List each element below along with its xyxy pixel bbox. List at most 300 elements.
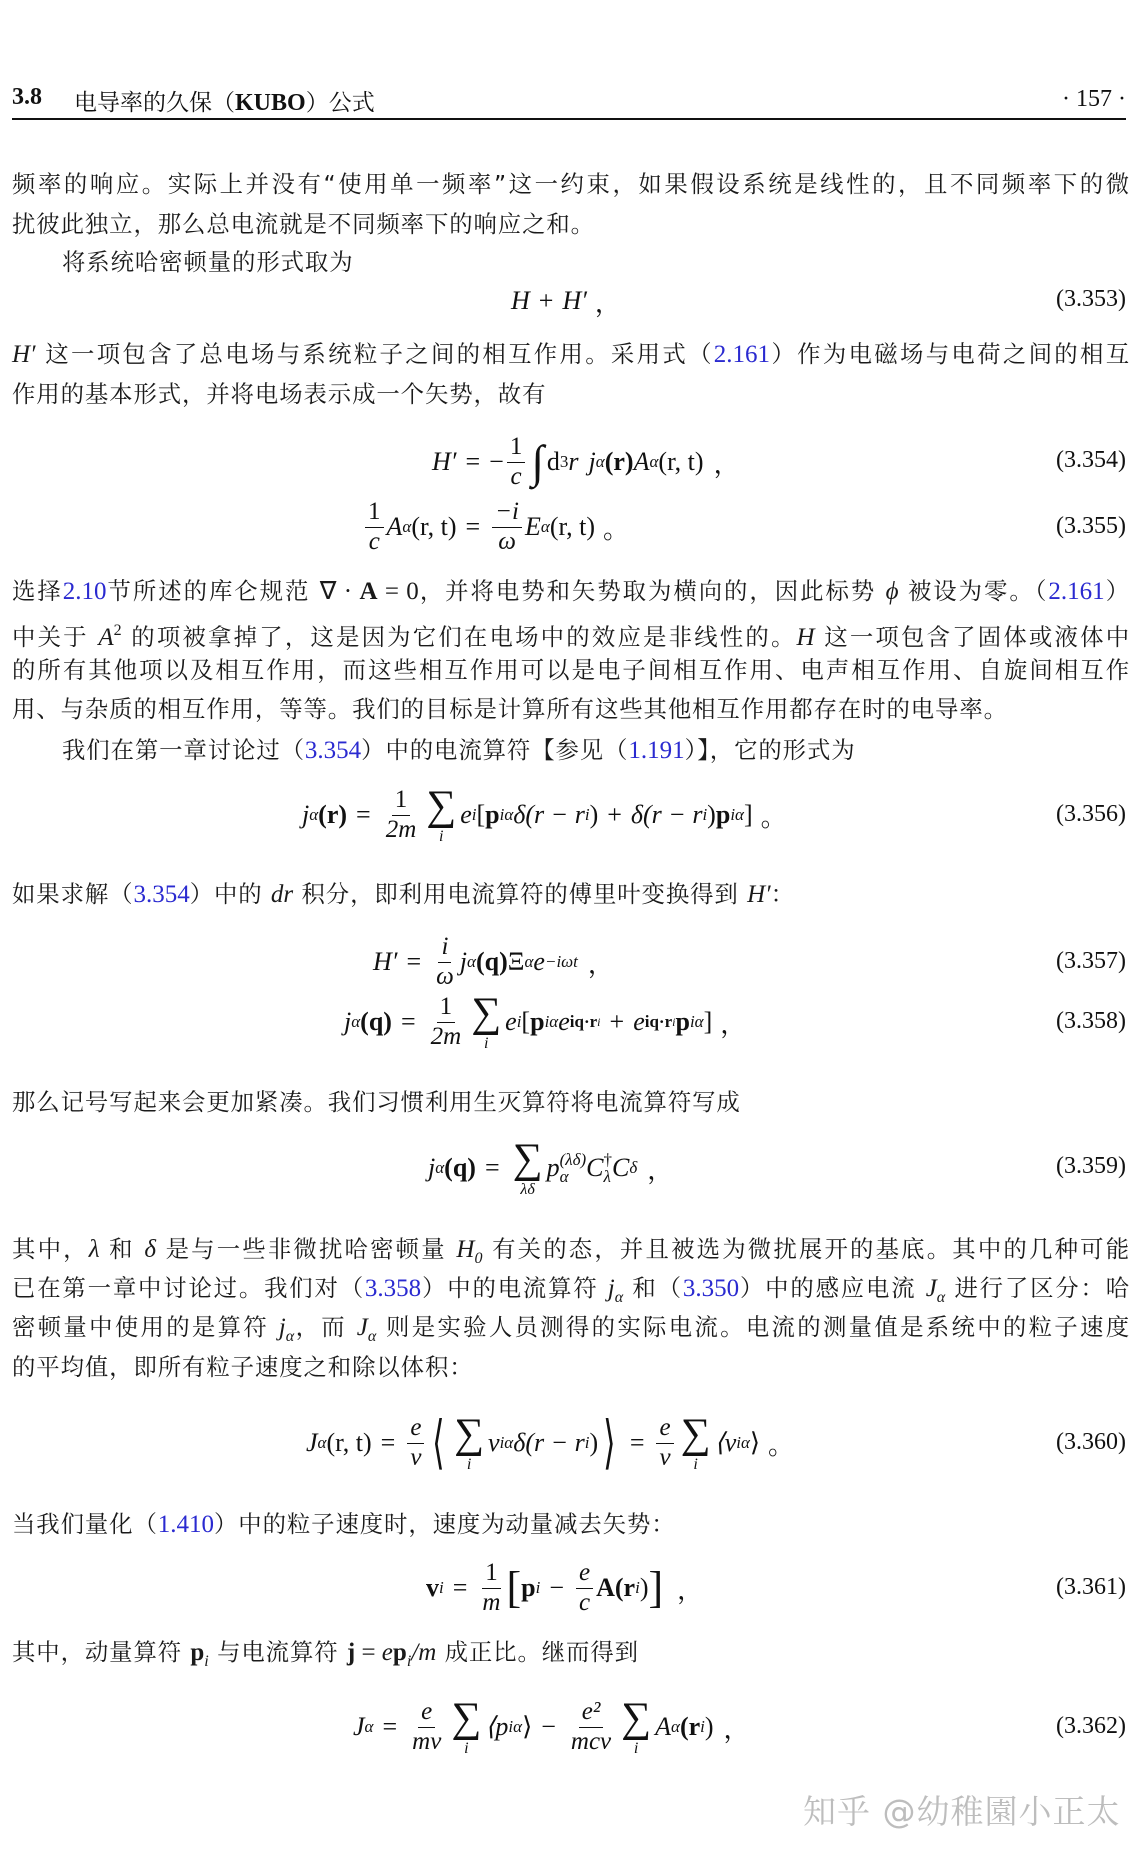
equation-reference-link[interactable]: 3.350 [682, 1275, 740, 1302]
eq-symbol: p [715, 800, 731, 829]
eq-sub: α [595, 452, 605, 471]
sigma-icon: ∑ [451, 1695, 482, 1741]
text-run: 这一项包含了固体或液体中 [814, 623, 1130, 651]
eq-sub: α [309, 805, 319, 824]
eq-bracket: [ [476, 800, 486, 829]
eq-arg: (r [614, 1573, 636, 1602]
numerator: 1 [392, 787, 411, 815]
text-run: ，而 [294, 1313, 357, 1341]
inline-math-bold: j [346, 1639, 356, 1666]
inline-math: e [381, 1639, 393, 1666]
sigma-icon: ∑ [621, 1695, 652, 1741]
text-line [12, 1637, 1130, 1677]
equation-3-361 [426, 1548, 703, 1628]
eq-punct: 。 [603, 514, 630, 544]
inline-math-roman: ∇ · [319, 578, 360, 605]
eq-minus: − [489, 447, 504, 476]
eq-operator: = [400, 1007, 416, 1036]
equation-number: (3.358) [1056, 1008, 1126, 1034]
equation-3-359 [428, 1128, 673, 1208]
eq-symbol: e [460, 800, 472, 829]
sum-limit: λδ [520, 1181, 535, 1198]
text-run: 其中， [12, 1235, 89, 1263]
eq-symbol: e [533, 947, 545, 976]
eq-symbol: H [511, 286, 530, 315]
eq-symbol: j [459, 947, 468, 976]
eq-supsub [560, 1151, 587, 1185]
text-run: 则是实验人员测得的实际电流。电流的测量值是系统中的粒子速度 [376, 1313, 1130, 1341]
equation-reference-link[interactable]: 2.161 [713, 341, 771, 368]
inline-math-bold: A [359, 578, 378, 605]
eq-punct: ， [677, 1575, 704, 1605]
eq-sup: iq·r [569, 1012, 598, 1031]
text-run: ）中的电流算符 [421, 1274, 608, 1302]
eq-sub: α [351, 1012, 361, 1031]
equation-reference-link[interactable]: 2.10 [62, 578, 107, 605]
eq-d: d [546, 447, 560, 476]
section-title-pre: 电导率的久保（ [74, 90, 235, 116]
eq-sup: iq·r [644, 1012, 673, 1031]
inline-math: δ [144, 1236, 156, 1263]
eq-operator: = [452, 1573, 468, 1602]
eq-sup: −iωt [544, 952, 578, 971]
denominator: c [510, 462, 522, 490]
eq-sub: α [435, 1158, 445, 1177]
eq-average: ⟨p [485, 1712, 509, 1741]
eq-operator: = [465, 447, 481, 476]
inline-math: H′ [12, 341, 36, 368]
text-line [12, 694, 1130, 724]
eq-symbol: A [633, 447, 650, 476]
inline-math: dr [270, 881, 294, 908]
section-number: 3.8 [12, 84, 42, 110]
text-line [12, 655, 1130, 685]
eq-sub: i [471, 805, 477, 824]
eq-sub: iα [499, 1433, 514, 1452]
text-run: 是与一些非微扰哈密顿量 [155, 1235, 457, 1263]
eq-sub: α [524, 952, 534, 971]
text-run: 的所有其他项以及相互作用，而这些相互作用可以是电子间相互作用、电声相互作用、自旋间相互作 [12, 656, 1130, 684]
denominator: ν [410, 1443, 422, 1471]
eq-arg: (r, t) [326, 1428, 372, 1457]
eq-delta: δ(r − r [513, 1428, 585, 1457]
eq-sub: i [702, 805, 708, 824]
text-run: ）中的粒子速度时，速度为动量减去矢势： [214, 1510, 676, 1538]
eq-sup: i [597, 1014, 601, 1029]
eq-sub: i [516, 1012, 522, 1031]
eq-punct: ， [647, 1155, 674, 1185]
denominator: ω [436, 962, 454, 990]
section-title-post: ）公式 [305, 90, 375, 116]
eq-operator: + [538, 286, 554, 315]
equation-number: (3.353) [1056, 286, 1126, 312]
fraction [568, 1699, 614, 1755]
numerator: i [438, 934, 451, 962]
text-run: 频率的响应。实际上并没有“使用单一频率”这一约束，如果假设系统是线性的，且不同频率下的微 [12, 170, 1130, 198]
eq-punct: ， [594, 288, 621, 318]
numerator: e² [579, 1699, 604, 1727]
equation-reference-link[interactable]: 3.354 [133, 881, 190, 908]
equation-number: (3.362) [1056, 1713, 1126, 1739]
fraction [492, 499, 522, 555]
eq-sub: δ [629, 1158, 638, 1177]
eq-sup: 3 [559, 452, 569, 471]
text-run: 的平均值，即所有粒子速度之和除以体积： [12, 1353, 474, 1381]
eq-sub: iα [499, 805, 514, 824]
equation-reference-link[interactable]: 1.410 [157, 1511, 214, 1538]
eq-sub: iα [736, 1433, 750, 1452]
text-run: 节所述的库仑规范 [106, 577, 320, 605]
inline-subscript: α [614, 1289, 624, 1306]
eq-symbol: p [485, 800, 500, 829]
text-line [12, 879, 1130, 910]
eq-arg: (q) [475, 947, 508, 976]
sigma-icon: ∑ [471, 990, 502, 1036]
eq-sub: α [649, 452, 659, 471]
watermark: 知乎 @幼稚園小正太 [803, 1792, 1121, 1831]
eq-symbol: H′ [432, 447, 457, 476]
text-run: ） [1104, 577, 1130, 605]
eq-operator: = [406, 947, 422, 976]
inline-superscript: 2 [113, 622, 122, 639]
equation-number: (3.355) [1056, 513, 1126, 539]
inline-math-bold: p [190, 1639, 205, 1666]
text-run: ）中的电流算符【参见（ [361, 736, 629, 764]
eq-arg: (r) [318, 800, 348, 829]
eq-symbol: H′ [373, 947, 398, 976]
eq-symbol: j [344, 1007, 352, 1036]
eq-symbol: j [428, 1153, 436, 1182]
text-run: 我们在第一章讨论过（ [62, 736, 305, 764]
equation-3-356 [302, 775, 787, 855]
text-run: 当我们量化（ [12, 1510, 158, 1538]
eq-sub: α [559, 1167, 569, 1186]
inline-math: J [356, 1314, 368, 1341]
eq-operator: = [484, 1153, 500, 1182]
fraction [576, 1560, 593, 1616]
eq-symbol: C [612, 1153, 630, 1182]
eq-arg: (r, t) [411, 512, 457, 541]
eq-symbol: j [588, 447, 596, 476]
eq-paren: ) [589, 1428, 599, 1457]
denominator: mcν [570, 1727, 612, 1755]
text-run: 其中，动量算符 [12, 1638, 191, 1666]
eq-symbol: A [596, 1573, 615, 1602]
eq-sub: i [535, 1578, 541, 1597]
eq-sup: (λδ) [559, 1150, 587, 1169]
eq-symbol: v [426, 1573, 439, 1602]
equation-number: (3.354) [1056, 447, 1126, 473]
summation [621, 1697, 651, 1757]
eq-symbol: A [386, 512, 403, 541]
inline-math: H [456, 1236, 475, 1263]
inline-subscript: i [204, 1653, 209, 1670]
eq-operator: = [629, 1428, 645, 1457]
text-run: ）作为电磁场与电荷之间的相互 [770, 340, 1130, 368]
inline-math: /m [411, 1639, 437, 1666]
summation [451, 1697, 481, 1757]
eq-sub: i [635, 1578, 640, 1597]
equation-number: (3.357) [1056, 948, 1126, 974]
eq-operator: + [607, 800, 622, 829]
eq-operator: − [549, 1573, 564, 1602]
eq-operator: = [356, 800, 371, 829]
inline-math: J [925, 1275, 937, 1302]
numerator: e [576, 1560, 593, 1588]
inline-math: j [278, 1314, 286, 1341]
eq-sub: i [700, 1717, 705, 1736]
equation-3-362 [353, 1687, 750, 1767]
equation-3-358 [344, 982, 746, 1062]
eq-punct: ， [587, 949, 614, 979]
text-run: 扰彼此独立，那么总电流就是不同频率下的响应之和。 [12, 210, 595, 238]
text-line [62, 735, 1130, 766]
eq-symbol: p [521, 1573, 536, 1602]
eq-arg: (q) [360, 1007, 392, 1036]
equation-reference-link[interactable]: 3.358 [364, 1275, 422, 1302]
fraction [507, 434, 526, 490]
eq-symbol: e [633, 1007, 645, 1036]
text-line [12, 339, 1130, 370]
text-run: 这一项包含了总电场与系统粒子之间的相互作用。采用式（ [35, 340, 714, 368]
text-line [12, 1234, 1130, 1274]
sum-limit: i [693, 1456, 698, 1473]
fraction [479, 1560, 503, 1616]
equation-3-355 [362, 487, 629, 567]
denominator: mν [412, 1727, 442, 1755]
eq-symbol: p [530, 1007, 545, 1036]
numerator: e [418, 1699, 435, 1727]
eq-operator: = [465, 512, 481, 541]
text-run: 的项被拿掉了，这是因为它们在电场中的效应是非线性的。 [121, 623, 797, 651]
numerator: 1 [507, 434, 526, 462]
right-angle-bracket: ⟩ [603, 1410, 616, 1475]
text-run: ，并将电势和矢势取为横向的，因此标势 [418, 577, 886, 605]
right-bracket: ] [648, 1563, 664, 1612]
page-number: · 157 · [1062, 86, 1126, 112]
numerator: 1 [365, 499, 384, 527]
equation-reference-link[interactable]: 1.191 [628, 737, 685, 764]
eq-arg: (r) [604, 447, 634, 476]
eq-supsub [604, 1151, 613, 1185]
text-run: 密顿量中使用的是算符 [12, 1313, 279, 1341]
inline-math-bold: p [392, 1639, 407, 1666]
eq-delta: δ(r − r [630, 800, 703, 829]
text-run: ）中的 [189, 880, 271, 908]
denominator: ν [659, 1443, 671, 1471]
inline-math: H′ [747, 881, 771, 908]
inline-math: H [796, 624, 815, 651]
numerator: e [407, 1415, 424, 1443]
equation-reference-link[interactable]: 3.354 [304, 737, 362, 764]
denominator: m [482, 1588, 501, 1616]
eq-bracket: ] [703, 1007, 713, 1036]
summation [471, 992, 501, 1052]
eq-sub: α [364, 1717, 374, 1736]
eq-symbol: H′ [562, 286, 587, 315]
eq-paren: ) [639, 1573, 649, 1602]
sum-limit: i [483, 1035, 489, 1052]
summation [426, 785, 456, 845]
eq-symbol: v [488, 1428, 500, 1457]
text-line [12, 1087, 1130, 1117]
inline-math-roman: = 0 [377, 578, 419, 605]
text-line [12, 1312, 1130, 1352]
eq-symbol: j [302, 800, 310, 829]
eq-sup: i [672, 1014, 676, 1029]
eq-operator: = [382, 1712, 398, 1741]
text-line [12, 169, 1130, 199]
numerator: −i [492, 499, 522, 527]
text-run: 用、与杂质的相互作用，等等。我们的目标是计算所有这些其他相互作用都存在时的电导率。 [12, 695, 1008, 723]
equation-3-353 [511, 261, 621, 341]
eq-paren: ) [589, 800, 599, 829]
eq-punct: ， [723, 1714, 750, 1744]
equation-number: (3.356) [1056, 801, 1126, 827]
fraction [409, 1699, 444, 1755]
eq-sub: iα [730, 805, 744, 824]
numerator: e [656, 1415, 673, 1443]
equation-number: (3.361) [1056, 1574, 1126, 1600]
eq-punct: 。 [768, 1430, 795, 1460]
eq-angle-close: ⟩ [749, 1428, 761, 1457]
fraction [656, 1415, 673, 1471]
eq-angle-close: ⟩ [522, 1712, 533, 1741]
denominator: c [579, 1588, 591, 1616]
text-run: 成正比。继而得到 [436, 1638, 639, 1666]
eq-symbol: p [675, 1007, 690, 1036]
text-run: 已在第一章中讨论过。我们对（ [12, 1274, 365, 1302]
inline-subscript: α [285, 1328, 295, 1345]
sum-limit: i [633, 1740, 639, 1757]
text-run: ）】，它的形式为 [684, 736, 856, 764]
eq-symbol: p [546, 1153, 560, 1182]
text-line [12, 379, 1130, 409]
eq-sub: α [467, 952, 476, 971]
text-run: 积分，即利用电流算符的傅里叶变换得到 [293, 880, 748, 908]
eq-symbol: E [525, 512, 541, 541]
equation-3-360 [306, 1403, 794, 1483]
inline-math-roman: = [355, 1639, 382, 1666]
eq-sub: α [540, 517, 550, 536]
text-run: ）中的感应电流 [739, 1274, 926, 1302]
fraction [365, 499, 384, 555]
eq-paren: ) [704, 1712, 714, 1741]
denominator: ω [498, 527, 516, 555]
summation [513, 1138, 543, 1198]
left-angle-bracket: ⟨ [432, 1410, 445, 1475]
text-run: 和（ [623, 1274, 683, 1302]
eq-sub: iα [689, 1012, 704, 1031]
text-run: ： [770, 880, 795, 908]
inline-subscript: α [367, 1328, 377, 1345]
text-run: 作用的基本形式，并将电场表示成一个矢势，故有 [12, 380, 547, 408]
sigma-icon: ∑ [680, 1411, 711, 1457]
inline-subscript: i [406, 1653, 412, 1670]
eq-sub: iα [544, 1012, 559, 1031]
eq-arg: (r [679, 1712, 701, 1741]
eq-punct: ， [713, 449, 740, 479]
sum-limit: i [464, 1740, 469, 1757]
eq-symbol: A [655, 1712, 671, 1741]
text-line [12, 1273, 1130, 1313]
inline-subscript: 0 [474, 1250, 483, 1267]
section-title [74, 84, 375, 117]
eq-sub: α [671, 1717, 680, 1736]
eq-arg: (r, t) [549, 512, 595, 541]
sum-limit: i [439, 828, 444, 845]
fraction [428, 994, 465, 1050]
sigma-icon: ∑ [454, 1411, 485, 1457]
fraction [383, 787, 420, 843]
text-line [12, 616, 1130, 653]
text-line [12, 1352, 1130, 1382]
eq-punct: 。 [760, 802, 787, 832]
eq-sub: i [584, 1433, 590, 1452]
inline-math: A [98, 624, 114, 651]
eq-sub: λ [603, 1167, 611, 1186]
denominator: c [368, 527, 380, 555]
numerator: 1 [482, 1560, 501, 1588]
eq-symbol: C [586, 1153, 604, 1182]
section-title-kubo: KUBO [235, 90, 306, 116]
inline-math: λ [88, 1236, 100, 1263]
text-run: 被设为零。（ [898, 577, 1049, 605]
text-run: 与电流算符 [208, 1638, 347, 1666]
eq-arg: (r, t) [658, 447, 704, 476]
text-line [12, 1509, 1130, 1540]
eq-paren: ) [707, 800, 716, 829]
equation-reference-link[interactable]: 2.161 [1048, 578, 1105, 605]
sum-limit: i [466, 1456, 472, 1473]
summation [454, 1413, 484, 1473]
fraction [407, 1415, 424, 1471]
text-run: 选择 [12, 577, 63, 605]
eq-bracket: ] [743, 800, 753, 829]
eq-sub: i [439, 1578, 444, 1597]
eq-sub: i [584, 805, 590, 824]
eq-symbol: J [353, 1712, 365, 1741]
header-rule [12, 118, 1126, 120]
eq-bracket: [ [521, 1007, 531, 1036]
text-run: 将系统哈密顿量的形式取为 [62, 248, 354, 276]
text-run: 中关于 [12, 623, 99, 651]
text-run: 如果求解（ [12, 880, 134, 908]
inline-subscript: α [936, 1289, 946, 1306]
equation-number: (3.360) [1056, 1429, 1126, 1455]
text-line [12, 576, 1130, 607]
eq-operator: − [541, 1712, 556, 1741]
equation-number: (3.359) [1056, 1153, 1126, 1179]
eq-symbol: r [568, 447, 579, 476]
integral-sign: ∫ [531, 436, 544, 487]
left-bracket: [ [506, 1563, 522, 1612]
text-run: 进行了区分：哈 [945, 1274, 1130, 1302]
text-run: 有关的态，并且被选为微扰展开的基底。其中的几种可能 [482, 1235, 1130, 1263]
numerator: 1 [437, 994, 456, 1022]
eq-symbol: Ξ [507, 947, 525, 976]
eq-sub: α [317, 1433, 327, 1452]
summation [681, 1413, 711, 1473]
denominator: 2m [385, 815, 417, 843]
text-line [12, 209, 1130, 239]
dagger-icon: † [603, 1150, 613, 1169]
eq-sub: iα [508, 1717, 523, 1736]
eq-sub: α [402, 517, 412, 536]
eq-symbol: e [558, 1007, 570, 1036]
denominator: 2m [430, 1022, 462, 1050]
text-run: 和 [99, 1235, 145, 1263]
